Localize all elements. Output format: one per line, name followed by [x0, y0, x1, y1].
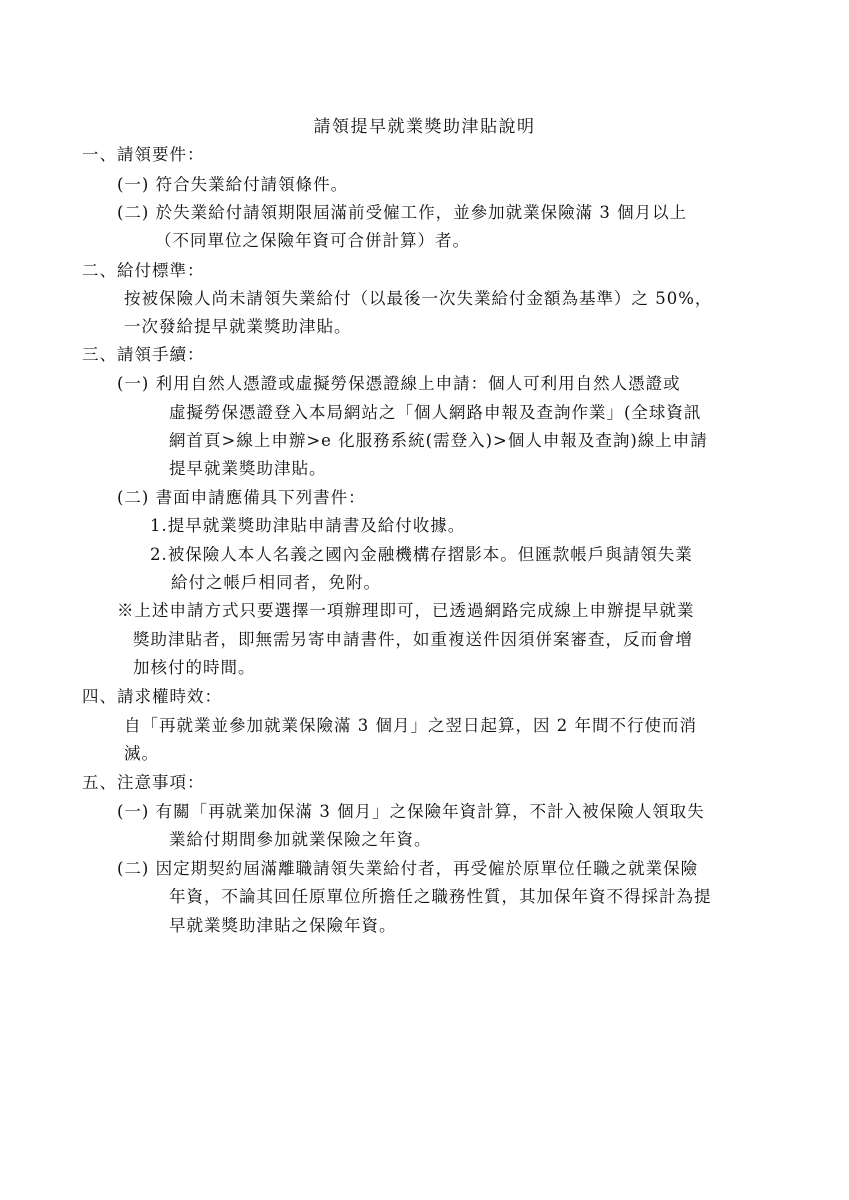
section-item-continuation: 早就業獎助津貼之保險年資。 [169, 916, 397, 935]
section-paragraph: 一次發給提早就業獎助津貼。 [124, 317, 352, 336]
document-title: 請領提早就業獎助津貼說明 [313, 117, 536, 137]
document-list-item: 1.提早就業獎助津貼申請書及給付收據。 [150, 516, 466, 535]
document-list-item: 2.被保險人本人名義之國內金融機構存摺影本。但匯款帳戶與請領失業 [150, 545, 693, 564]
section-heading: 三、請領手續： [82, 345, 205, 364]
note-text-continuation: 獎助津貼者，即無需另寄申請書件，如重複送件因須併案審查，反而會增 [133, 630, 693, 649]
section-item-continuation: 虛擬勞保憑證登入本局網站之「個人網路申報及查詢作業」(全球資訊 [169, 403, 702, 422]
section-heading: 一、請領要件： [82, 145, 205, 164]
section-paragraph: 按被保險人尚未請領失業給付（以最後一次失業給付金額為基準）之 50%， [124, 289, 713, 308]
section-item-continuation: 提早就業獎助津貼。 [169, 459, 327, 478]
section-heading: 五、注意事項： [82, 773, 205, 792]
section-item: (二) 書面申請應備具下列書件： [117, 488, 366, 507]
section-item-continuation: 年資，不論其回任原單位所擔任之職務性質，其加保年資不得採計為提 [169, 887, 712, 906]
section-heading: 二、給付標準： [82, 261, 205, 280]
section-item-continuation: （不同單位之保險年資可合併計算）者。 [155, 231, 470, 250]
section-item-continuation: 網首頁>線上申辦>e 化服務系統(需登入)>個人申報及查詢)線上申請 [169, 431, 708, 450]
section-item: (二) 因定期契約屆滿離職請領失業給付者，再受僱於原單位任職之就業保險 [117, 859, 699, 878]
section-item: (二) 於失業給付請領期限屆滿前受僱工作，並參加就業保險滿 3 個月以上 [117, 203, 688, 222]
note-text-continuation: 加核付的時間。 [133, 658, 256, 677]
section-item: (一) 有關「再就業加保滿 3 個月」之保險年資計算，不計入被保險人領取失 [117, 802, 705, 821]
section-item-continuation: 業給付期間參加就業保險之年資。 [169, 830, 432, 849]
section-item: (一) 符合失業給付請領條件。 [117, 175, 349, 194]
section-paragraph: 自「再就業並參加就業保險滿 3 個月」之翌日起算，因 2 年間不行使而消 [124, 716, 697, 735]
section-item: (一) 利用自然人憑證或虛擬勞保憑證線上申請：個人可利用自然人憑證或 [117, 374, 681, 393]
note-text: ※上述申請方式只要選擇一項辦理即可，已透過網路完成線上申辦提早就業 [117, 601, 695, 620]
section-heading: 四、請求權時效： [82, 687, 222, 706]
section-paragraph: 滅。 [124, 744, 159, 763]
document-list-item-continuation: 給付之帳戶相同者，免附。 [171, 573, 381, 592]
